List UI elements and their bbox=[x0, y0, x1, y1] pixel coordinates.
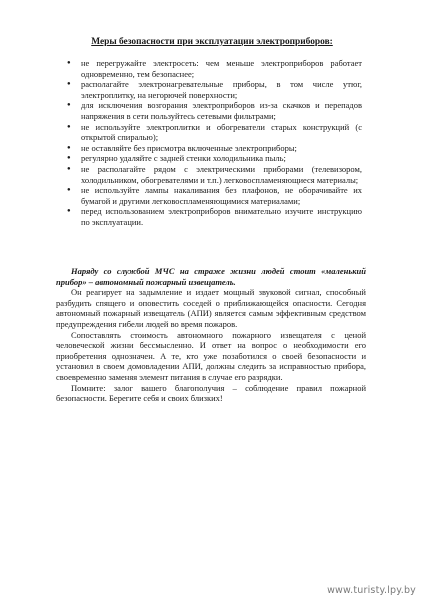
lead-paragraph: Наряду со службой МЧС на страже жизни людей стоит «маленький прибор» – автономный пожарный извещатель. bbox=[56, 266, 366, 287]
body-paragraph: Сопоставлять стоимость автономного пожарного извещателя с ценой человеческой жизни бессмысленно. И ответ на вопрос о необходимости его приобретения однозначен. А те, кто уже позаботился о своей безопасности и установил в своем домовладении АПИ, должны следить за исправностью прибора, своевременно заменяя элемент питания в случае его разрядки. bbox=[56, 329, 366, 382]
list-item: ● не располагайте рядом с электрическими приборами (телевизором, холодильником, обогревателями и т.п.) легковоспламеняющиеся материалы; bbox=[64, 164, 362, 185]
list-item: ● не оставляйте без присмотра включенные электроприборы; bbox=[64, 143, 362, 154]
document-title: Меры безопасности при эксплуатации электроприборов: bbox=[91, 37, 333, 47]
closing-paragraph: Помните: залог вашего благополучия – соблюдение правил пожарной безопасности. Берегите себя и своих близких! bbox=[56, 382, 366, 404]
body-paragraph: Он реагирует на задымление и издает мощный звуковой сигнал, способный разбудить спящего и оповестить соседей о приближающейся опасности. Сегодня автономный пожарный извещатель (АПИ) является самым эффективным средством предупреждения гибели людей во время пожаров. bbox=[56, 287, 366, 329]
site-watermark: www.turisty.lpy.by bbox=[327, 585, 416, 596]
list-item: ● перед использованием электроприборов внимательно изучите инструкцию по эксплуатации. bbox=[64, 206, 362, 227]
list-item: ● не перегружайте электросеть: чем меньше электроприборов работает одновременно, тем безопаснее; bbox=[64, 58, 362, 79]
list-item: ● для исключения возгорания электроприборов из-за скачков и перепадов напряжения в сети пользуйтесь сетевыми фильтрами; bbox=[64, 100, 362, 121]
safety-tips-list bbox=[64, 58, 362, 228]
list-item: ● регулярно удаляйте с задней стенки холодильника пыль; bbox=[64, 153, 362, 164]
list-item: ● не используйте лампы накаливания без плафонов, не оборачивайте их бумагой и другими легковоспламеняющимися материалами; bbox=[64, 185, 362, 206]
list-item: ● располагайте электронагревательные приборы, в том числе утюг, электроплитку, на негорючей поверхности; bbox=[64, 79, 362, 100]
body-text bbox=[56, 266, 366, 404]
list-item: ● не используйте электроплитки и обогреватели старых конструкций (с открытой спиралью); bbox=[64, 122, 362, 143]
